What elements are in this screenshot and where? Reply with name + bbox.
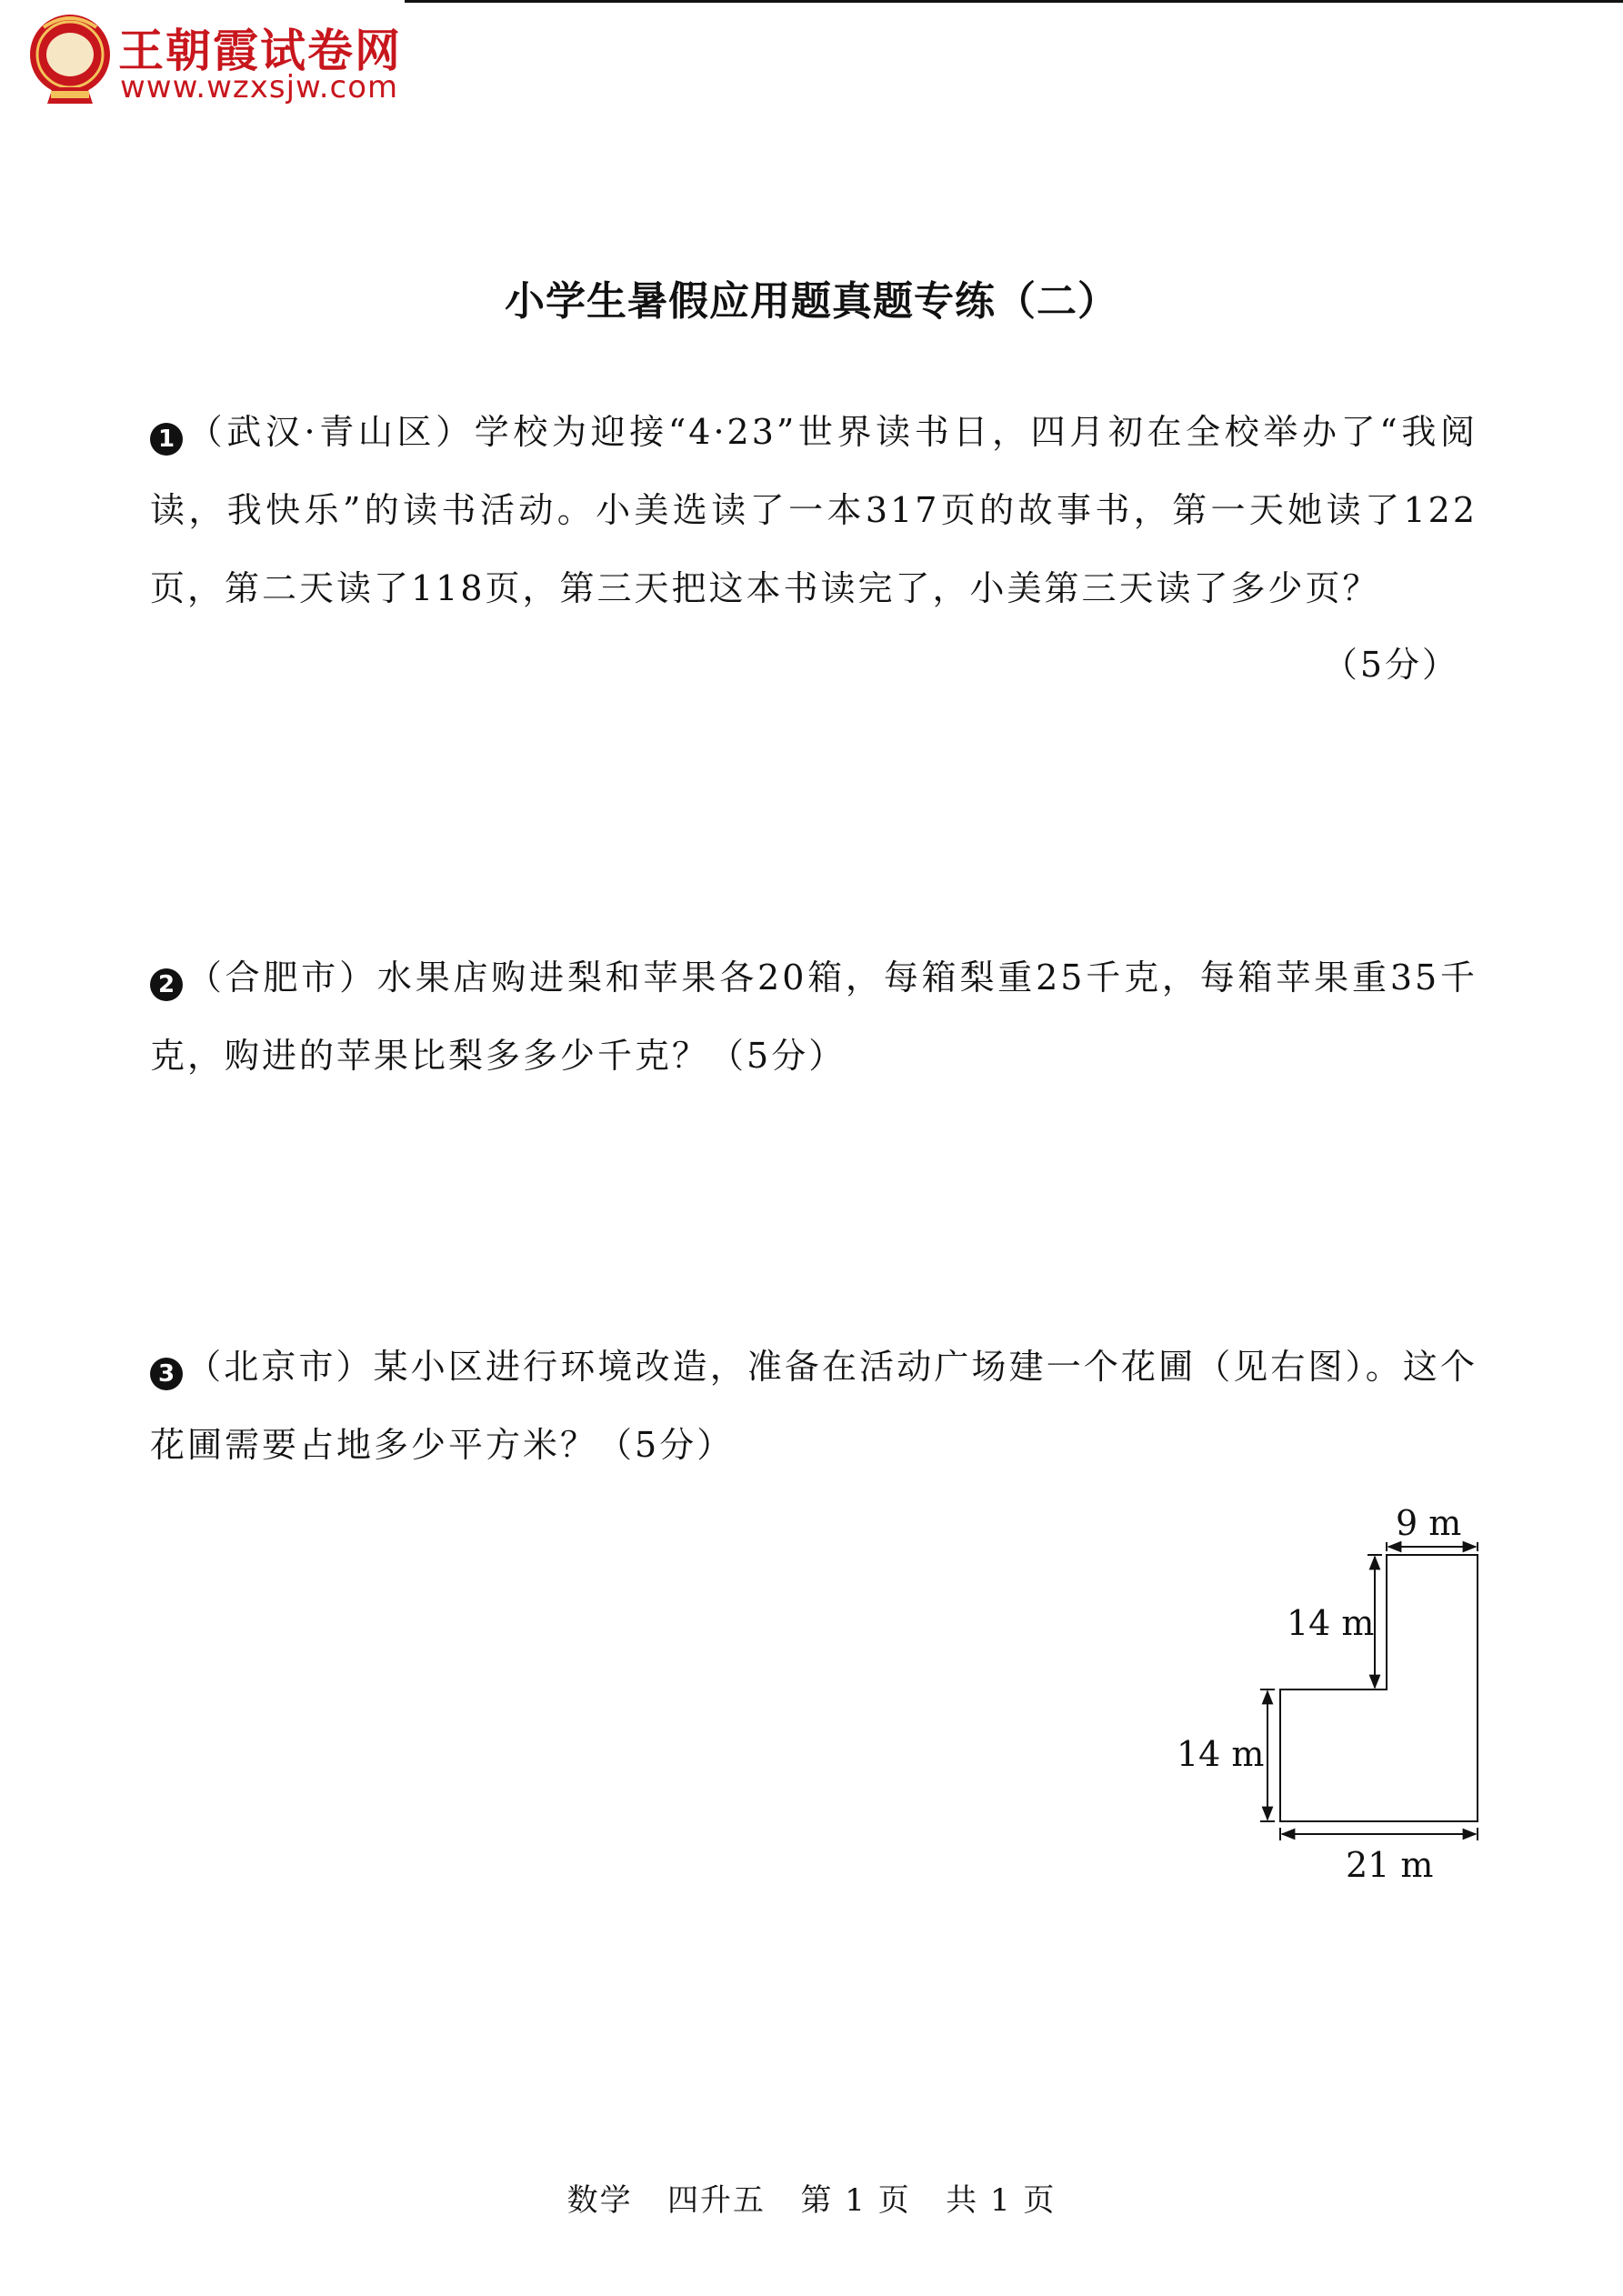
question-number-badge: 1 <box>150 423 183 456</box>
brand-logo <box>25 9 426 109</box>
seal-icon <box>25 9 115 107</box>
question-3 <box>150 1328 1478 1484</box>
garden-figure <box>1164 1491 1491 1900</box>
page-footer <box>0 2175 1623 2220</box>
label-upper-height: 14 m <box>1287 1603 1375 1643</box>
question-score: （5分） <box>597 1425 735 1465</box>
label-lower-height: 14 m <box>1177 1734 1265 1774</box>
footer-grade: 四升五 <box>667 2182 766 2219</box>
footer-page: 第 1 页 <box>800 2182 911 2219</box>
question-text: （北京市）某小区进行环境改造，准备在活动广场建一个花圃（见右图）。这个花圃需要占地多少平方米？ <box>150 1347 1478 1465</box>
footer-total: 共 1 页 <box>946 2182 1057 2219</box>
label-bottom-width: 21 m <box>1346 1845 1434 1885</box>
brand-name: 王朝霞试卷网 <box>118 25 402 77</box>
header-rule <box>405 0 1623 3</box>
question-2 <box>150 938 1478 1095</box>
question-number-badge: 2 <box>150 968 183 1001</box>
question-score: （5分） <box>709 1036 847 1076</box>
footer-subject: 数学 <box>566 2182 633 2219</box>
question-text: （合肥市）水果店购进梨和苹果各20箱，每箱梨重25千克，每箱苹果重35千克，购进的苹果比梨多多少千克？ <box>150 958 1478 1076</box>
question-number-badge: 3 <box>150 1358 183 1390</box>
brand-url: www.wzxsjw.com <box>120 69 399 105</box>
question-score: （5分） <box>1322 645 1459 685</box>
label-top-width: 9 m <box>1396 1503 1462 1543</box>
garden-outline <box>1280 1555 1478 1821</box>
page-title: 小学生暑假应用题真题专练（二） <box>505 278 1118 325</box>
question-text: （武汉·青山区）学校为迎接“4·23”世界读书日，四月初在全校举办了“我阅读，我快乐”的读书活动。小美选读了一本317页的故事书，第一天她读了122页，第二天读了118页，第三天把这本书读完了，小美第三天读了多少页？ <box>150 412 1478 608</box>
question-1 <box>150 393 1478 627</box>
